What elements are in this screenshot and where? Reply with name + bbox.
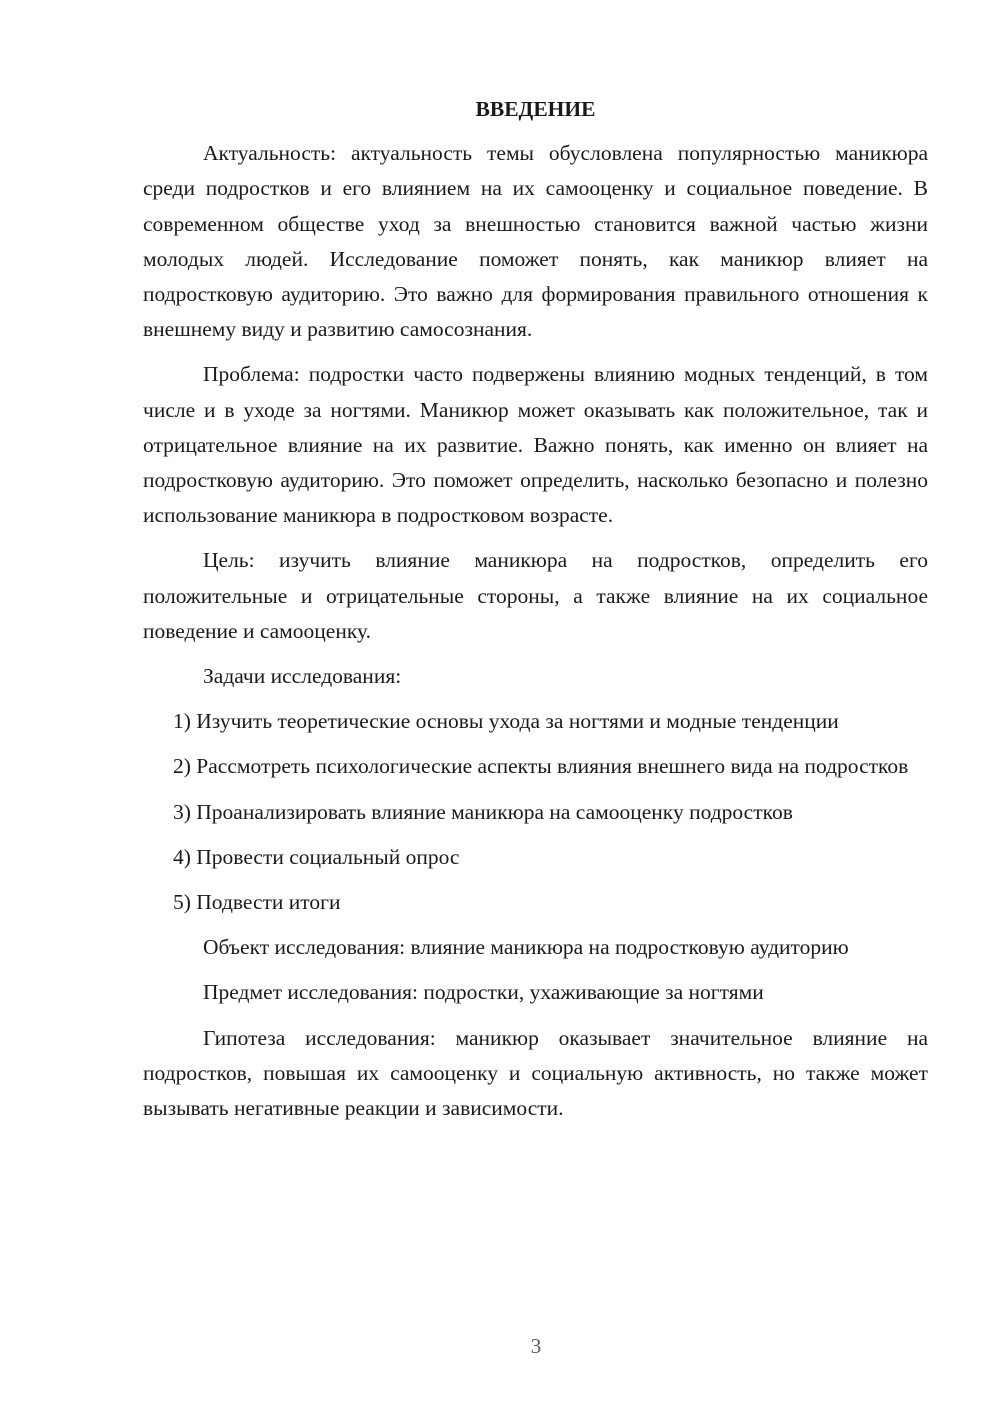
- relevance-paragraph: Актуальность: актуальность темы обусловлена популярностью маникюра среди подростков и его влиянием на их самооценку и социальное поведение. В современном обществе уход за внешностью становится важной частью жизни молодых людей. Исследование поможет понять, как маникюр влияет на подростковую аудиторию. Это важно для формирования правильного отношения к внешнему виду и развитию самосознания.: [143, 141, 928, 342]
- list-item: 3) Проанализировать влияние маникюра на самооценку подростков: [173, 799, 793, 824]
- tasks-list: [143, 704, 928, 920]
- document-page: [143, 92, 928, 1136]
- goal-paragraph: Цель: изучить влияние маникюра на подростков, определить его положительные и отрицательные стороны, а также влияние на их социальное поведение и самооценку.: [143, 548, 928, 643]
- problem-paragraph: Проблема: подростки часто подвержены влиянию модных тенденций, в том числе и в уходе за ногтями. Маникюр может оказывать как положительное, так и отрицательное влияние на их развитие. Важно понять, как именно он влияет на подростковую аудиторию. Это поможет определить, насколько безопасно и полезно использование маникюра в подростковом возрасте.: [143, 362, 928, 528]
- tasks-heading: Задачи исследования:: [203, 664, 402, 689]
- list-item: 1) Изучить теоретические основы ухода за ногтями и модные тенденции: [173, 709, 839, 734]
- list-item: 2) Рассмотреть психологические аспекты влияния внешнего вида на подростков: [173, 754, 909, 779]
- list-item: 4) Провести социальный опрос: [173, 844, 460, 869]
- subject-paragraph: Предмет исследования: подростки, ухаживающие за ногтями: [203, 980, 764, 1005]
- object-paragraph: Объект исследования: влияние маникюра на подростковую аудиторию: [203, 935, 849, 960]
- hypothesis-paragraph: Гипотеза исследования: маникюр оказывает значительное влияние на подростков, повышая их самооценку и социальную активность, но также может вызывать негативные реакции и зависимости.: [143, 1025, 928, 1121]
- page-number: 3: [530, 1334, 542, 1358]
- list-item: 5) Подвести итоги: [173, 890, 341, 915]
- section-title: ВВЕДЕНИЕ: [475, 97, 596, 121]
